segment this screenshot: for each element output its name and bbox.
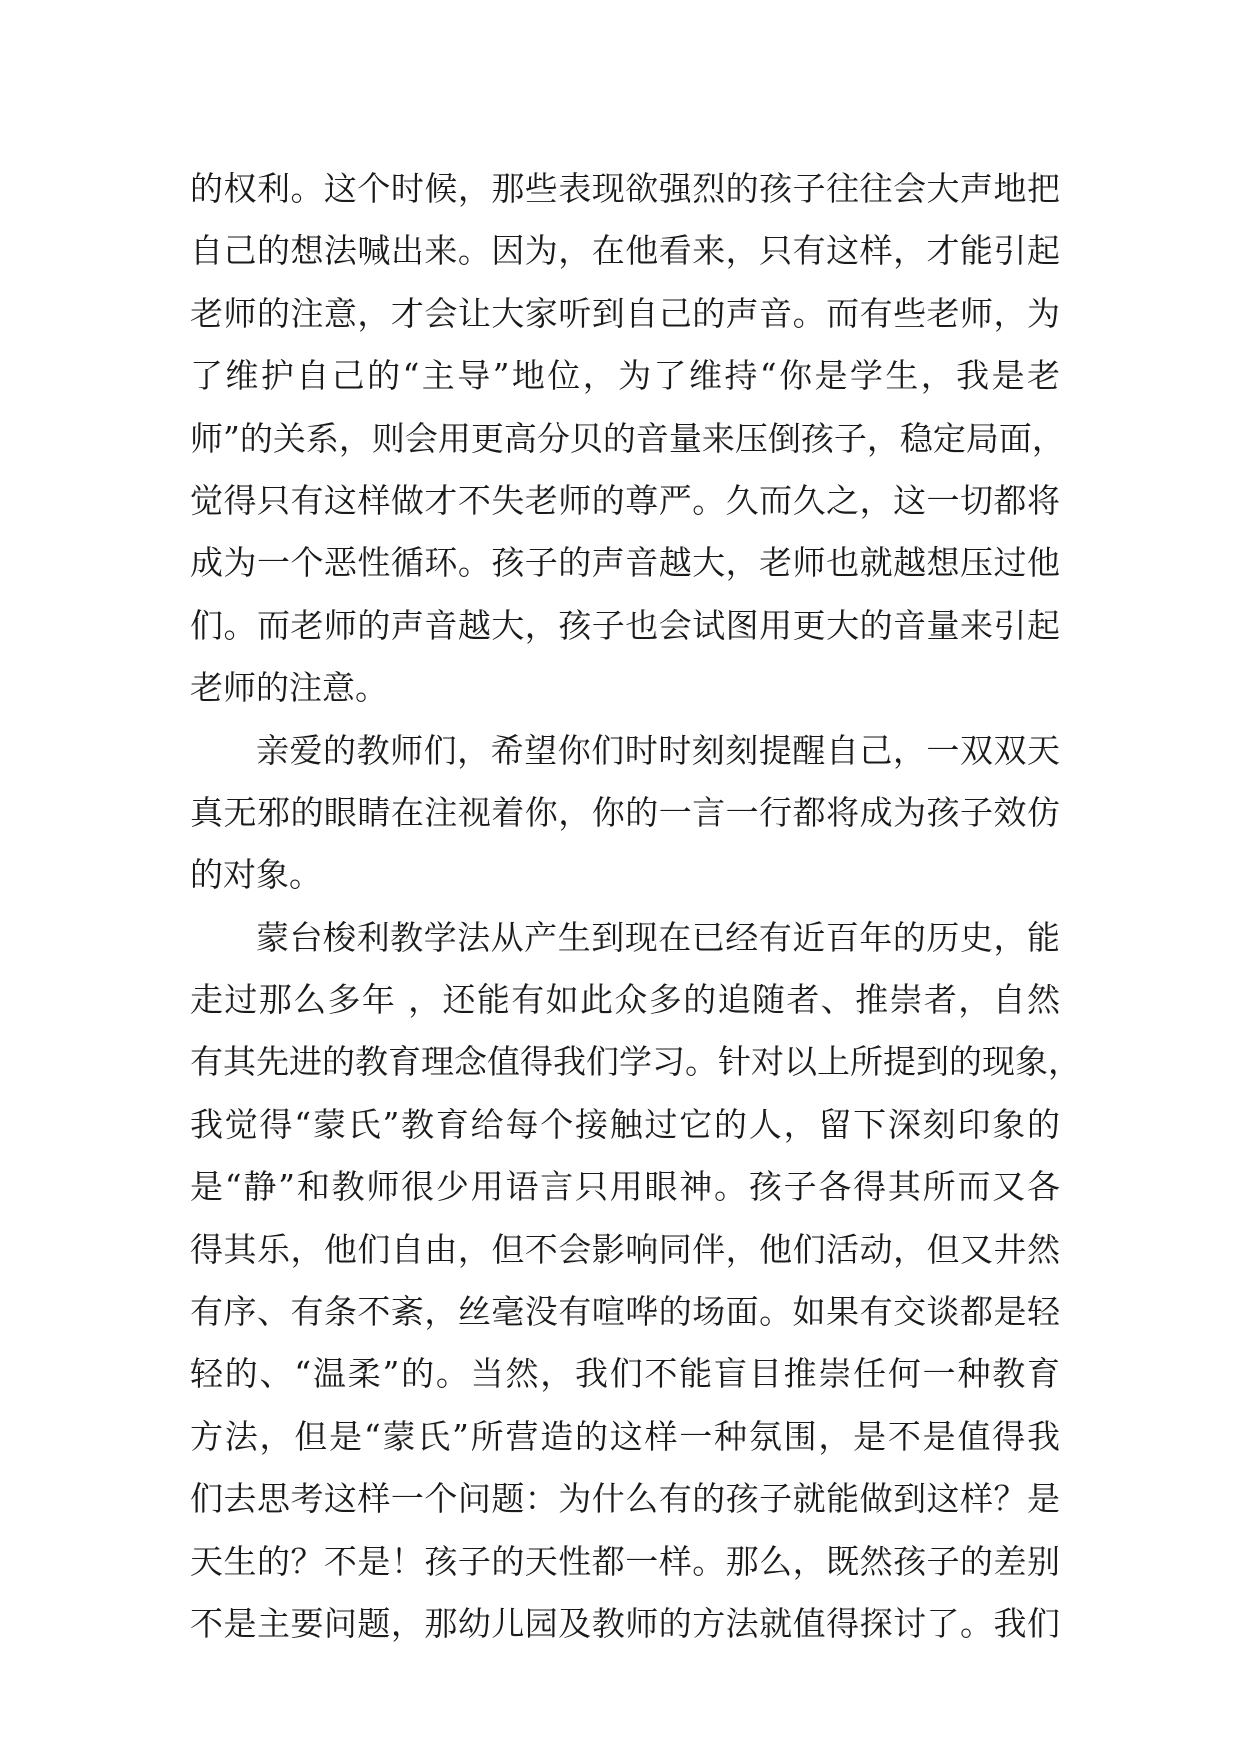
- text-line: 天生的？不是！孩子的天性都一样。那么，既然孩子的差别: [190, 1541, 1060, 1581]
- text-line: 方法，但是“蒙氏”所营造的这样一种氛围，是不是值得我: [190, 1416, 1060, 1456]
- text-line: 真无邪的眼睛在注视着你，你的一言一行都将成为孩子效仿: [190, 792, 1060, 832]
- text-line: 觉得只有这样做才不失老师的尊严。久而久之，这一切都将: [190, 480, 1060, 520]
- text-line: 我觉得“蒙氏”教育给每个接触过它的人，留下深刻印象的: [190, 1104, 1060, 1144]
- text-line: 了维护自己的“主导”地位，为了维持“你是学生，我是老: [190, 356, 1060, 396]
- text-line: 的权利。这个时候，那些表现欲强烈的孩子往往会大声地把: [190, 169, 1060, 208]
- text-line: 蒙台梭利教学法从产生到现在已经有近百年的历史，能: [256, 917, 1060, 957]
- text-line: 有序、有条不紊，丝毫没有喧哗的场面。如果有交谈都是轻: [190, 1292, 1060, 1332]
- text-line: 轻的、“温柔”的。当然，我们不能盲目推崇任何一种教育: [190, 1354, 1060, 1394]
- text-line: 自己的想法喊出来。因为，在他看来，只有这样，才能引起: [190, 231, 1060, 271]
- text-line: 有其先进的教育理念值得我们学习。针对以上所提到的现象，: [190, 1042, 1081, 1082]
- text-line: 师”的关系，则会用更高分贝的音量来压倒孩子，稳定局面，: [190, 418, 1065, 458]
- text-line: 们。而老师的声音越大，孩子也会试图用更大的音量来引起: [190, 605, 1060, 645]
- text-line: 不是主要问题，那幼儿园及教师的方法就值得探讨了。我们: [190, 1603, 1060, 1643]
- text-line: 们去思考这样一个问题：为什么有的孩子就能做到这样？是: [190, 1479, 1060, 1519]
- body-text: [190, 158, 1081, 1655]
- text-line: 成为一个恶性循环。孩子的声音越大，老师也就越想压过他: [190, 543, 1060, 583]
- text-line: 老师的注意，才会让大家听到自己的声音。而有些老师，为: [190, 293, 1060, 333]
- text-line: 得其乐，他们自由，但不会影响同伴，他们活动，但又井然: [190, 1229, 1060, 1269]
- text-line: 亲爱的教师们，希望你们时时刻刻提醒自己，一双双天: [256, 730, 1060, 770]
- text-line: 老师的注意。: [190, 668, 388, 708]
- text-line: 是“静”和教师很少用语言只用眼神。孩子各得其所而又各: [190, 1167, 1060, 1207]
- text-line: 的对象。: [190, 855, 322, 895]
- text-line: 走过那么多年 ，还能有如此众多的追随者、推崇者，自然: [190, 980, 1060, 1020]
